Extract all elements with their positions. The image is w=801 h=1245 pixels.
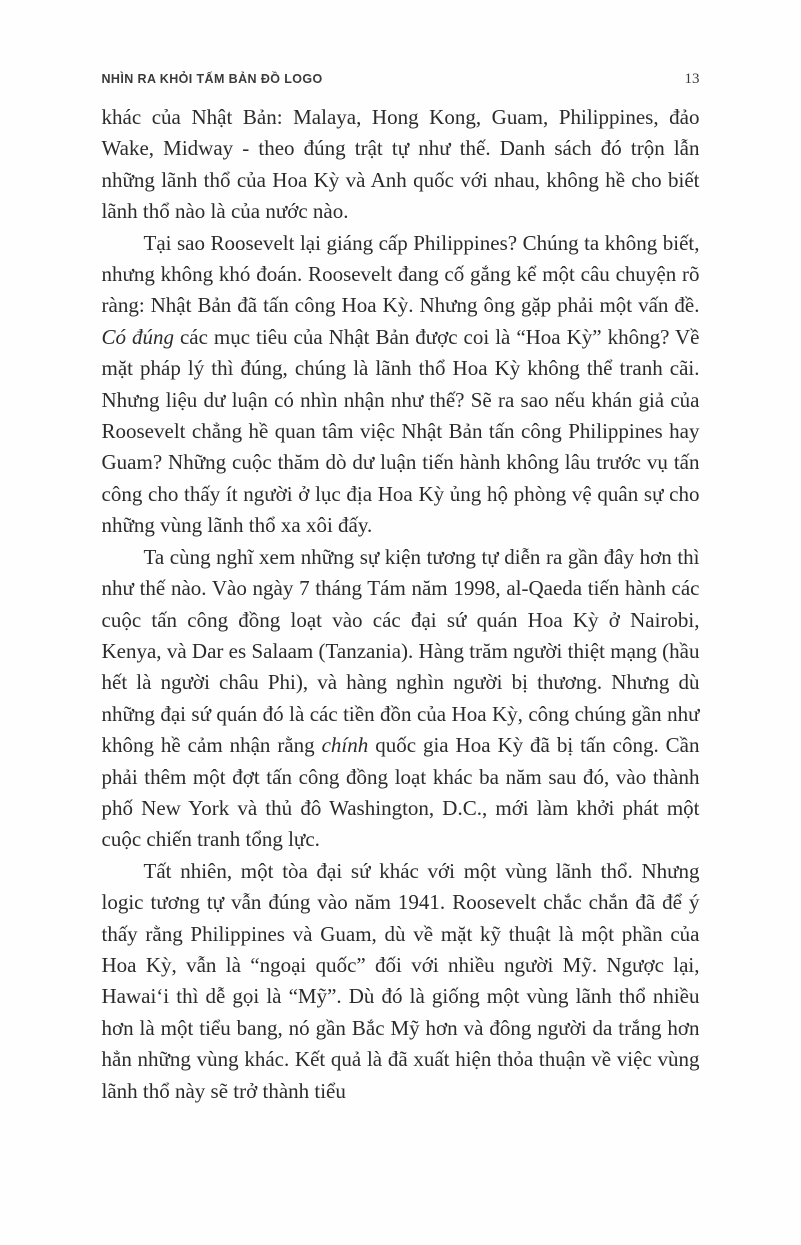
paragraph-4-text: Tất nhiên, một tòa đại sứ khác với một vùng lãnh thổ. Nhưng logic tương tự vẫn đúng vào năm 1941. Roosevelt chắc chắn đã để ý thấy rằng Philippines và Guam, dù về mặt kỹ thuật là một phần của Hoa Kỳ, vẫn là “ngoại quốc” đối với nhiều người Mỹ. Ngược lại, Hawai‘i thì dễ gọi là “Mỹ”. Dù đó là giống một vùng lãnh thổ nhiều hơn là một tiểu bang, nó gần Bắc Mỹ hơn và đông người da trắng hơn hẳn những vùng khác. Kết quả là đã xuất hiện thỏa thuận về việc vùng lãnh thổ này sẽ trở thành tiểu	[101, 858, 700, 1103]
paragraph-2-text-b: các mục tiêu của Nhật Bản được coi là “Hoa Kỳ” không? Về mặt pháp lý thì đúng, chúng là lãnh thổ Hoa Kỳ không thể tranh cãi. Nhưng liệu dư luận có nhìn nhận như thế? Sẽ ra sao nếu khán giả của Roosevelt chẳng hề quan tâm việc Nhật Bản tấn công Philippines hay Guam? Những cuộc thăm dò dư luận tiến hành không lâu trước vụ tấn công cho thấy ít người ở lục địa Hoa Kỳ ủng hộ phòng vệ quân sự cho những vùng lãnh thổ xa xôi đấy.	[101, 324, 700, 538]
page-number: 13	[684, 71, 700, 87]
paragraph-3-text-a: Ta cùng nghĩ xem những sự kiện tương tự diễn ra gần đây hơn thì như thế nào. Vào ngày 7 tháng Tám năm 1998, al-Qaeda tiến hành các cuộc tấn công đồng loạt vào các đại sứ quán Hoa Kỳ ở Nairobi, Kenya, và Dar es Salaam (Tanzania). Hàng trăm người thiệt mạng (hầu hết là người châu Phi), và hàng nghìn người bị thương. Nhưng dù những đại sứ quán đó là các tiền đồn của Hoa Kỳ, công chúng gần như không hề cảm nhận rằng	[101, 544, 700, 758]
paragraph-4	[102, 856, 700, 1107]
page-body	[102, 102, 700, 1107]
running-head: NHÌN RA KHỎI TẤM BẢN ĐỒ LOGO	[101, 71, 323, 86]
paragraph-1-text: khác của Nhật Bản: Malaya, Hong Kong, Guam, Philippines, đảo Wake, Midway - theo đúng trật tự như thế. Danh sách đó trộn lẫn những lãnh thổ của Hoa Kỳ và Anh quốc với nhau, không hề cho biết lãnh thổ nào là của nước nào.	[101, 105, 700, 224]
paragraph-2-text-a: Tại sao Roosevelt lại giáng cấp Philippines? Chúng ta không biết, nhưng không khó đoán. Roosevelt đang cố gắng kể một câu chuyện rõ ràng: Nhật Bản đã tấn công Hoa Kỳ. Nhưng ông gặp phải một vấn đề.	[101, 230, 700, 318]
paragraph-2	[102, 228, 700, 542]
page-header	[102, 0, 700, 88]
paragraph-2-italic-phrase: Có đúng	[101, 324, 174, 349]
paragraph-3	[102, 542, 700, 856]
paragraph-3-italic-phrase: chính	[321, 733, 369, 758]
paragraph-1	[102, 102, 700, 228]
paragraph-3-text-b: quốc gia Hoa Kỳ đã bị tấn công. Cần phải thêm một đợt tấn công đồng loạt khác ba năm sau đó, vào thành phố New York và thủ đô Washington, D.C., mới làm khởi phát một cuộc chiến tranh tổng lực.	[101, 733, 700, 852]
